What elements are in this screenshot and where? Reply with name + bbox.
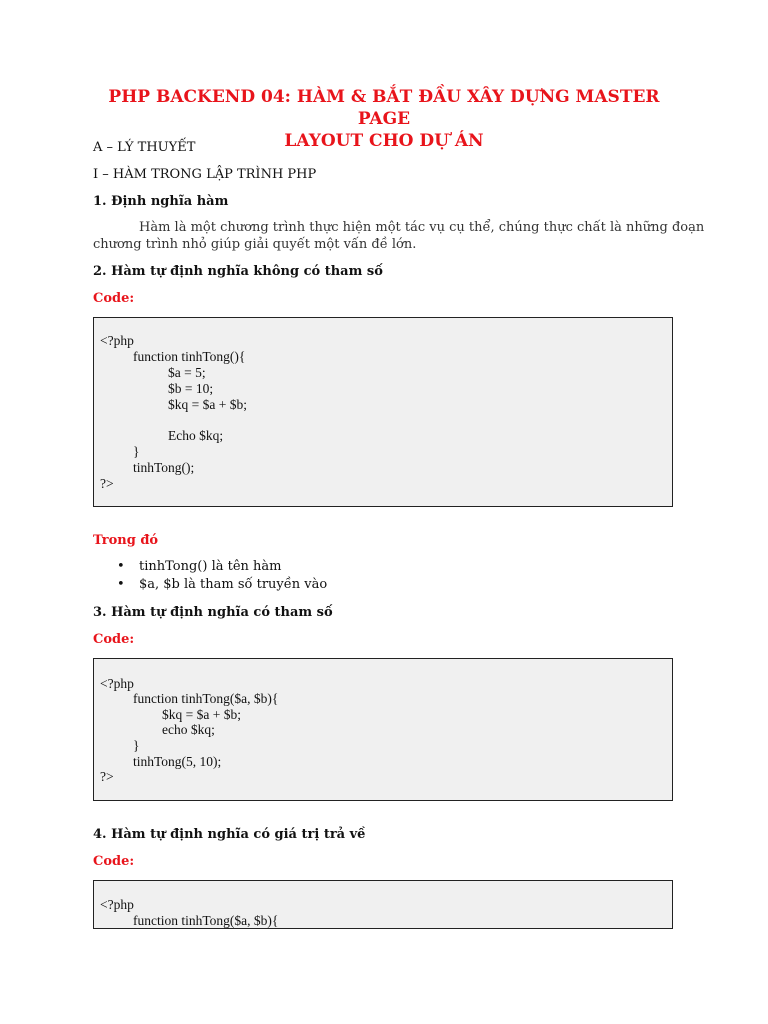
code-block-2 [93,658,673,801]
code-line: function tinhTong(){ [133,349,246,364]
code-line: $b = 10; [168,381,214,396]
list-item-text: $a, $b là tham số truyền vào [139,577,328,592]
code-block-3 [93,880,673,929]
section-a-heading: A – LÝ THUYẾT [93,140,196,155]
code-line: function tinhTong($a, $b){ [133,691,279,706]
bullet-list [93,558,327,594]
code-line: } [133,444,140,459]
title-line-1: PHP BACKEND 04: HÀM & BẮT ĐẦU XÂY DỰNG MASTER PAGE [108,87,660,129]
section-i-heading: I – HÀM TRONG LẬP TRÌNH PHP [93,167,317,182]
code-line: $kq = $a + $b; [168,397,247,412]
paragraph-1-line-1: Hàm là một chương trình thực hiện một tác vụ cụ thể, chúng thực chất là những đoạn [139,220,705,235]
heading-1: 1. Định nghĩa hàm [93,194,229,209]
code-line: $kq = $a + $b; [162,707,241,722]
code-label-2: Code: [93,632,135,647]
code-line: $a = 5; [168,365,206,380]
code-line: <?php [100,676,134,691]
code-line: tinhTong(); [133,460,195,475]
code-label-1: Code: [93,291,135,306]
list-item [93,576,327,594]
code-line: function tinhTong($a, $b){ [133,913,279,928]
list-item [93,558,327,576]
code-line: <?php [100,897,134,912]
code-label-3: Code: [93,854,135,869]
heading-4: 4. Hàm tự định nghĩa có giá trị trả về [93,827,366,842]
title-line-2: LAYOUT CHO DỰ ÁN [284,131,484,151]
heading-2: 2. Hàm tự định nghĩa không có tham số [93,264,383,279]
code-line: ?> [100,769,114,784]
code-line: <?php [100,333,134,348]
code-block-1 [93,317,673,507]
code-line: } [133,738,140,753]
code-line: ?> [100,476,114,491]
bullet-icon: • [117,559,125,574]
trong-do-label: Trong đó [93,533,159,548]
paragraph-1-line-2: chương trình nhỏ giúp giải quyết một vấn đề lớn. [93,237,417,252]
code-line: tinhTong(5, 10); [133,754,222,769]
code-line: echo $kq; [162,722,215,737]
list-item-text: tinhTong() là tên hàm [139,559,282,574]
heading-3: 3. Hàm tự định nghĩa có tham số [93,605,333,620]
code-line: Echo $kq; [168,428,224,443]
bullet-icon: • [117,577,125,592]
